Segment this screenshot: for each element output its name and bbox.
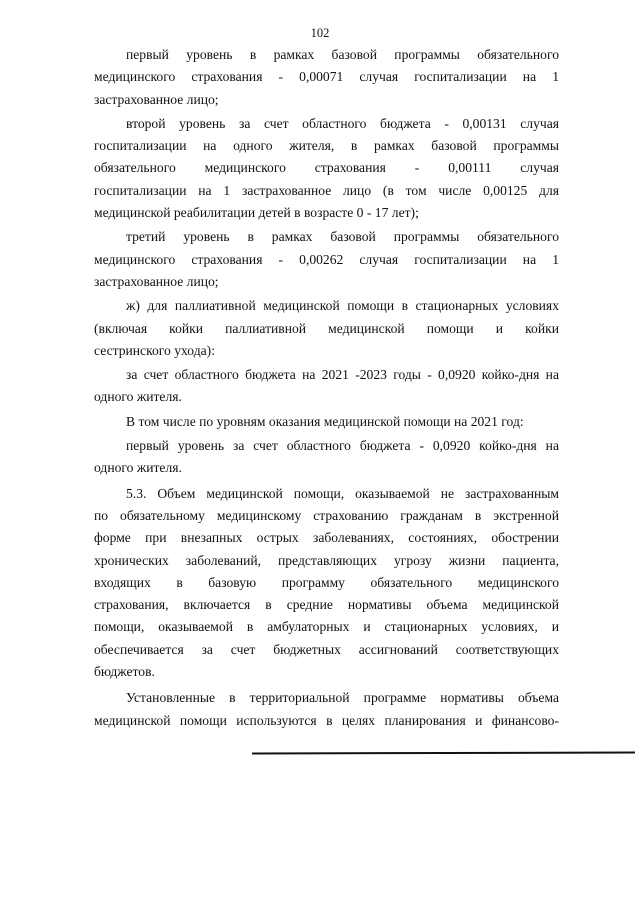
paragraph-first-level-oms <box>94 44 559 111</box>
text-line: одного жителя. <box>94 460 182 476</box>
text-line: застрахованное лицо; <box>94 91 219 107</box>
text-line: форме при внезапных острых заболеваниях, состояниях, обострении <box>94 530 559 546</box>
paragraph-third-level <box>94 226 559 293</box>
text-line: (включая койки паллиативной медицинской помощи и койки <box>94 320 559 336</box>
text-line: третий уровень в рамках базовой программы обязательного <box>126 229 559 245</box>
text-line: В том числе по уровням оказания медицинской помощи на 2021 год: <box>126 413 524 429</box>
paragraph-section-5-3 <box>94 483 559 684</box>
text-line: ж) для паллиативной медицинской помощи в стационарных условиях <box>126 298 559 314</box>
text-line: хронических заболеваний, представляющих угрозу жизни пациента, <box>94 552 559 568</box>
text-line: застрахованное лицо; <box>94 273 219 289</box>
text-line: одного жителя. <box>94 389 182 405</box>
text-line: бюджетов. <box>94 664 155 680</box>
paragraph-second-level <box>94 113 559 224</box>
page-number: 102 <box>310 26 330 40</box>
text-line: страхования, включается в средние нормативы объема медицинской <box>94 597 559 613</box>
paragraph-regional-budget <box>94 364 559 409</box>
text-line: 5.3. Объем медицинской помощи, оказываемой не застрахованным <box>126 485 559 501</box>
text-line: второй уровень за счет областного бюджета - 0,00131 случая <box>126 115 559 131</box>
text-line: медицинской помощи используются в целях планирования и финансово- <box>94 712 559 728</box>
text-line: госпитализации на 1 застрахованное лицо (в том числе 0,00125 для <box>94 182 559 198</box>
text-line: первый уровень за счет областного бюджета - 0,0920 койко-дня на <box>126 438 559 454</box>
text-line: помощи, оказываемой в амбулаторных и стационарных условиях, и <box>94 619 559 635</box>
text-line: по обязательному медицинскому страхованию гражданам в экстренной <box>94 507 559 523</box>
text-line: медицинской реабилитации детей в возрасте 0 - 17 лет); <box>94 205 419 221</box>
text-line: медицинского страхования - 0,00262 случая госпитализации на 1 <box>94 251 559 267</box>
text-line: за счет областного бюджета на 2021 -2023 годы - 0,0920 койко-дня на <box>126 367 559 383</box>
paragraph-levels-2021 <box>94 411 559 433</box>
horizontal-rule <box>252 751 635 754</box>
text-line: обязательного медицинского страхования - 0,00111 случая <box>94 160 559 176</box>
paragraph-palliative-care <box>94 295 559 362</box>
paragraph-established-norms <box>94 687 559 732</box>
text-line: сестринского ухода): <box>94 342 215 358</box>
text-line: Установленные в территориальной программе нормативы объема <box>126 690 559 706</box>
paragraph-first-level-budget <box>94 435 559 480</box>
text-line: медицинского страхования - 0,00071 случая госпитализации на 1 <box>94 69 559 85</box>
text-line: входящих в базовую программу обязательного медицинского <box>94 574 559 590</box>
text-line: госпитализации на одного жителя, в рамках базовой программы <box>94 138 559 154</box>
text-line: первый уровень в рамках базовой программы обязательного <box>126 47 559 62</box>
text-line: обеспечивается за счет бюджетных ассигнований соответствующих <box>94 641 559 657</box>
document-body <box>94 44 559 732</box>
